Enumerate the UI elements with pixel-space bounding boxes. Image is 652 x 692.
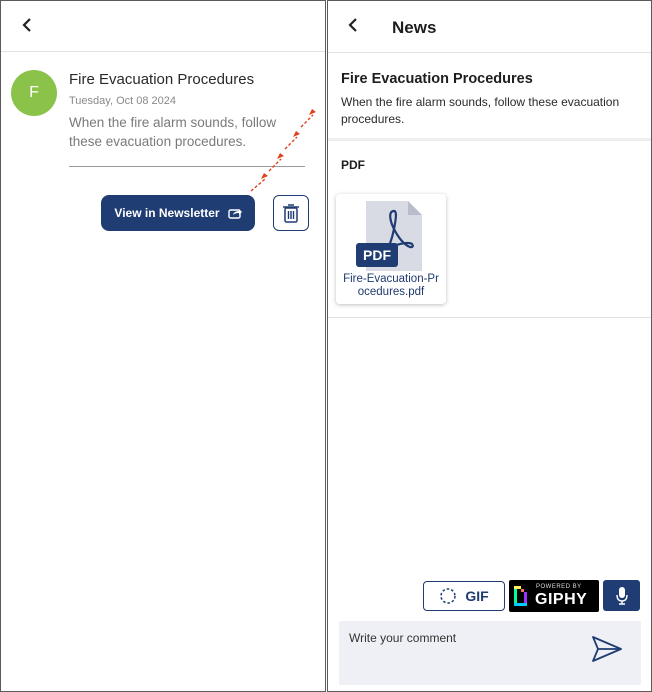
- delete-button[interactable]: [273, 195, 309, 231]
- avatar: F: [11, 70, 57, 116]
- attachments-label: PDF: [341, 158, 365, 172]
- divider: [328, 317, 651, 318]
- chevron-left-icon: [21, 18, 33, 32]
- pdf-attachment[interactable]: [336, 194, 446, 304]
- giphy-powered-label: POWERED BY: [536, 584, 582, 590]
- trash-icon: [282, 203, 300, 223]
- news-header: [328, 1, 651, 53]
- page-title: News: [392, 18, 437, 37]
- gif-label: GIF: [465, 588, 489, 604]
- pdf-file-icon: [356, 199, 428, 273]
- microphone-icon: [616, 587, 628, 605]
- comment-box: [339, 621, 641, 685]
- send-icon[interactable]: [591, 635, 623, 663]
- item-preview: When the fire alarm sounds, follow these evacuation procedures.: [69, 115, 277, 149]
- giphy-brand-label: GIPHY: [535, 591, 588, 608]
- dashed-circle-icon: [439, 587, 457, 605]
- attachment-file-name: Fire-Evacuation-Procedures.pdf: [343, 273, 439, 298]
- news-detail-panel: [327, 0, 652, 692]
- item-title[interactable]: Fire Evacuation Procedures: [69, 71, 255, 88]
- giphy-button[interactable]: [509, 580, 599, 612]
- share-out-icon: [228, 207, 242, 219]
- giphy-logo-icon: [514, 586, 527, 606]
- news-title: Fire Evacuation Procedures: [341, 71, 533, 87]
- item-date: Tuesday, Oct 08 2024: [69, 95, 177, 107]
- news-body: When the fire alarm sounds, follow these evacuation procedures.: [341, 95, 620, 126]
- back-button[interactable]: [341, 13, 365, 37]
- back-button[interactable]: [15, 13, 39, 37]
- divider: [328, 138, 651, 141]
- chevron-left-icon: [347, 18, 359, 32]
- left-header: [1, 1, 325, 52]
- view-in-newsletter-label: View in Newsletter: [114, 206, 220, 220]
- comment-input[interactable]: [349, 631, 579, 645]
- gif-button[interactable]: [423, 581, 505, 611]
- pdf-badge-label: PDF: [363, 247, 391, 263]
- view-in-newsletter-button[interactable]: [101, 195, 255, 231]
- annotation-arrows: [241, 109, 325, 195]
- microphone-button[interactable]: [603, 580, 640, 611]
